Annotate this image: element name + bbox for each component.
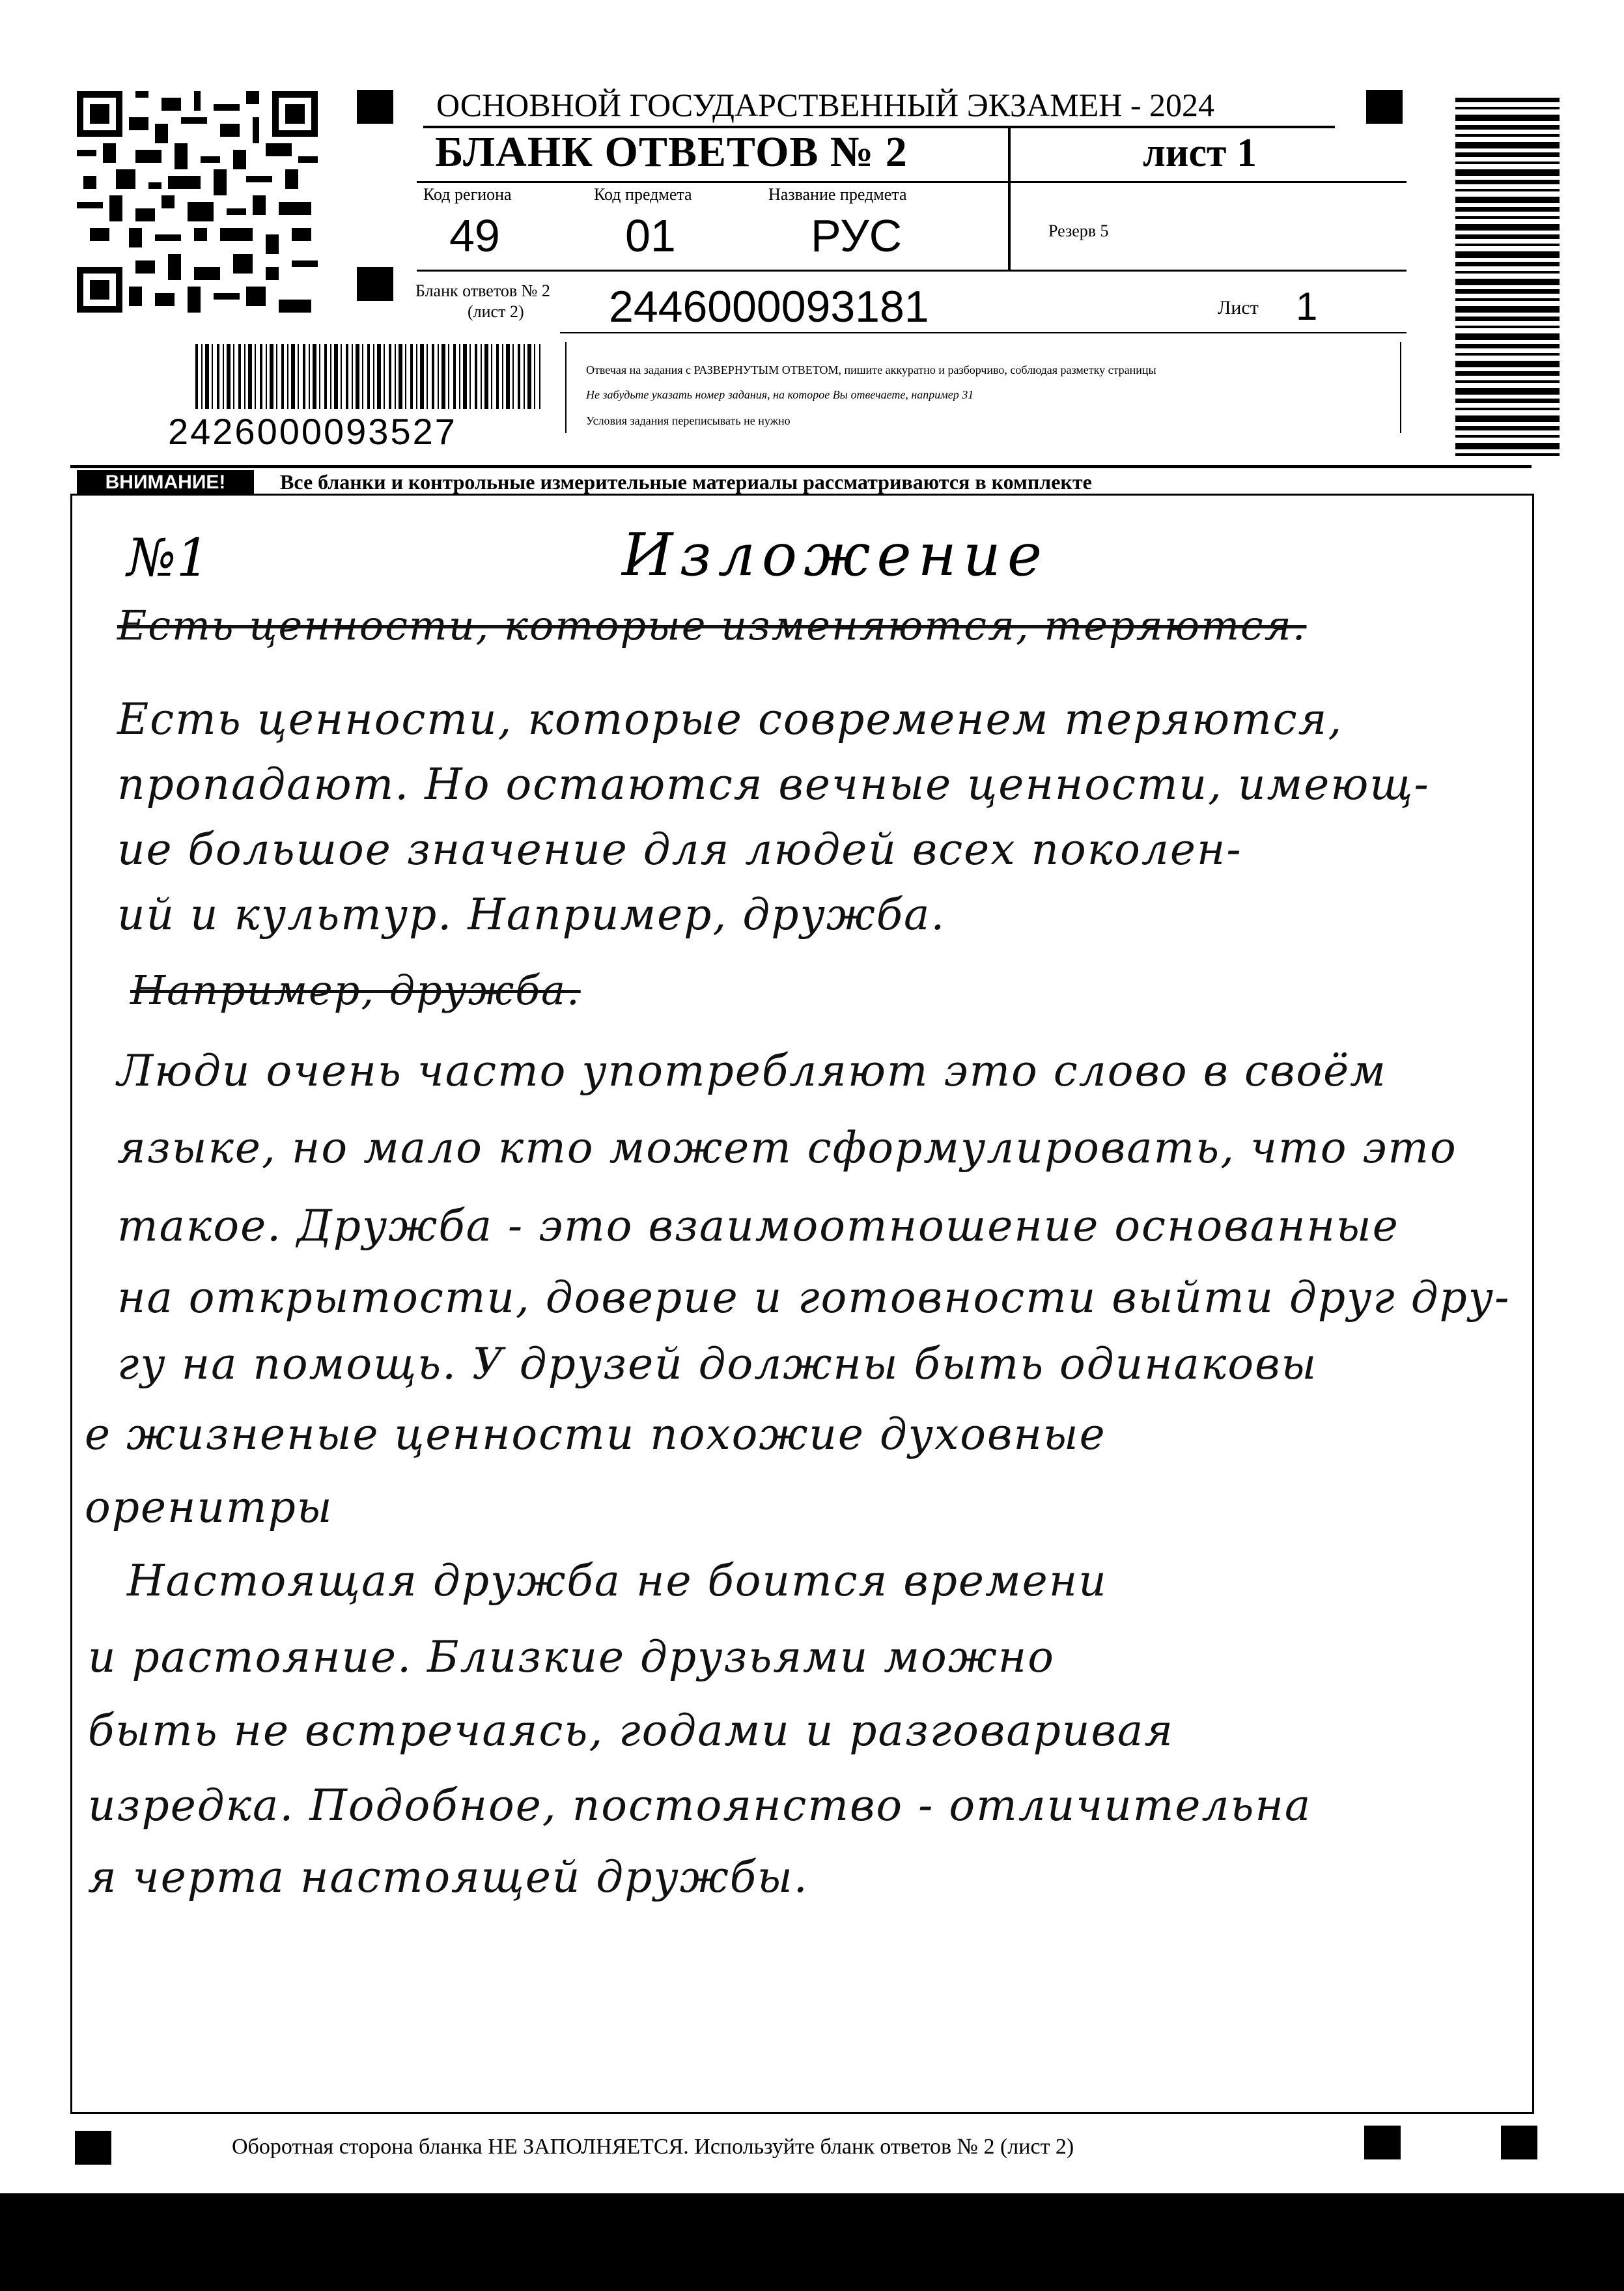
alignment-marker-bottom-right-1 bbox=[1364, 2126, 1401, 2159]
alignment-marker-bottom-right-2 bbox=[1501, 2126, 1537, 2159]
region-code-label: Код региона bbox=[423, 185, 512, 204]
handwritten-line: Люди очень часто употребляют это слово в своём bbox=[117, 1046, 1387, 1096]
handwritten-line: гу на помощь. У друзей должны быть одинаковы bbox=[117, 1339, 1318, 1389]
header-rule-4 bbox=[560, 332, 1407, 333]
instruction-line-2: Не забудьте указать номер задания, на которое Вы отвечаете, например 31 bbox=[586, 388, 974, 401]
ref-label-line1: Бланк ответов № 2 bbox=[415, 281, 550, 300]
instruction-line-3: Условия задания переписывать не нужно bbox=[586, 414, 791, 427]
barcode-number: 2426000093527 bbox=[168, 411, 457, 452]
handwritten-line: я черта настоящей дружбы. bbox=[88, 1852, 809, 1902]
subject-code-value: 01 bbox=[625, 210, 676, 261]
instruction-line-1: Отвечая на задания с РАЗВЕРНУТЫМ ОТВЕТОМ, пишите аккуратно и разборчиво, соблюдая разметку страницы bbox=[586, 363, 1156, 376]
subject-name-value: РУС bbox=[811, 210, 903, 261]
handwritten-line: на открытости, доверие и готовности выйти друг дру- bbox=[117, 1272, 1511, 1323]
ref-label-line2: (лист 2) bbox=[468, 302, 524, 321]
handwritten-line: языке, но мало кто может сформулировать, что это bbox=[117, 1123, 1457, 1173]
sheet-label: Лист bbox=[1218, 297, 1259, 318]
handwritten-line: оренитры bbox=[85, 1482, 333, 1532]
handwritten-line: ий и культур. Например, дружба. bbox=[117, 890, 946, 940]
alignment-marker-mid-left bbox=[357, 267, 393, 301]
ref-number: 2446000093181 bbox=[609, 282, 929, 331]
bottom-scan-band bbox=[0, 2193, 1624, 2291]
handwritten-line-crossed: Есть ценности, которые изменяются, теряются. bbox=[117, 602, 1307, 649]
handwritten-line: пропадают. Но остаются вечные ценности, имеющ- bbox=[117, 759, 1430, 809]
side-barcode bbox=[1455, 98, 1560, 456]
handwritten-line: изредка. Подобное, постоянство - отличительна bbox=[88, 1780, 1312, 1831]
form-title: БЛАНК ОТВЕТОВ № 2 bbox=[435, 128, 908, 176]
alignment-marker-top-right bbox=[1366, 90, 1403, 124]
qr-code bbox=[77, 91, 318, 313]
region-code-value: 49 bbox=[449, 210, 500, 261]
header-rule-3 bbox=[417, 270, 1407, 272]
notice-rule bbox=[70, 465, 1532, 468]
notice-text: Все бланки и контрольные измерительные материалы рассматриваются в комплекте bbox=[280, 470, 1092, 494]
linear-barcode bbox=[195, 344, 540, 409]
answer-title: Изложение bbox=[622, 521, 1049, 589]
subject-code-label: Код предмета bbox=[594, 185, 692, 204]
handwritten-line-crossed: Например, дружба. bbox=[130, 966, 581, 1014]
exam-title: ОСНОВНОЙ ГОСУДАРСТВЕННЫЙ ЭКЗАМЕН - 2024 bbox=[436, 87, 1214, 123]
task-number: №1 bbox=[127, 527, 210, 588]
sheet-title: лист 1 bbox=[1143, 131, 1257, 175]
header-rule-2 bbox=[417, 181, 1407, 183]
handwritten-line: и растояние. Близкие друзьями можно bbox=[88, 1632, 1055, 1682]
sheet-number: 1 bbox=[1296, 285, 1318, 328]
alignment-marker-top-left bbox=[357, 90, 393, 124]
footer-text: Оборотная сторона бланка НЕ ЗАПОЛНЯЕТСЯ. Используйте бланк ответов № 2 (лист 2) bbox=[232, 2135, 1074, 2159]
handwritten-line: ие большое значение для людей всех поколен- bbox=[117, 824, 1242, 875]
handwritten-line: Настоящая дружба не боится времени bbox=[127, 1556, 1108, 1606]
notice-badge: ВНИМАНИЕ! bbox=[77, 470, 254, 495]
handwritten-line: е жизненые ценности похожие духовные bbox=[85, 1409, 1106, 1459]
alignment-marker-bottom-left bbox=[75, 2131, 111, 2165]
instruction-box-left bbox=[565, 342, 567, 433]
handwritten-line: такое. Дружба - это взаимоотношение основанные bbox=[117, 1201, 1399, 1251]
handwritten-line: Есть ценности, которые современем теряются, bbox=[117, 694, 1343, 744]
handwritten-line: быть не встречаясь, годами и разговаривая bbox=[88, 1706, 1174, 1756]
instruction-box-right bbox=[1400, 342, 1401, 433]
subject-name-label: Название предмета bbox=[768, 185, 907, 204]
reserve-label: Резерв 5 bbox=[1048, 221, 1109, 240]
header-divider-vertical bbox=[1008, 128, 1011, 270]
